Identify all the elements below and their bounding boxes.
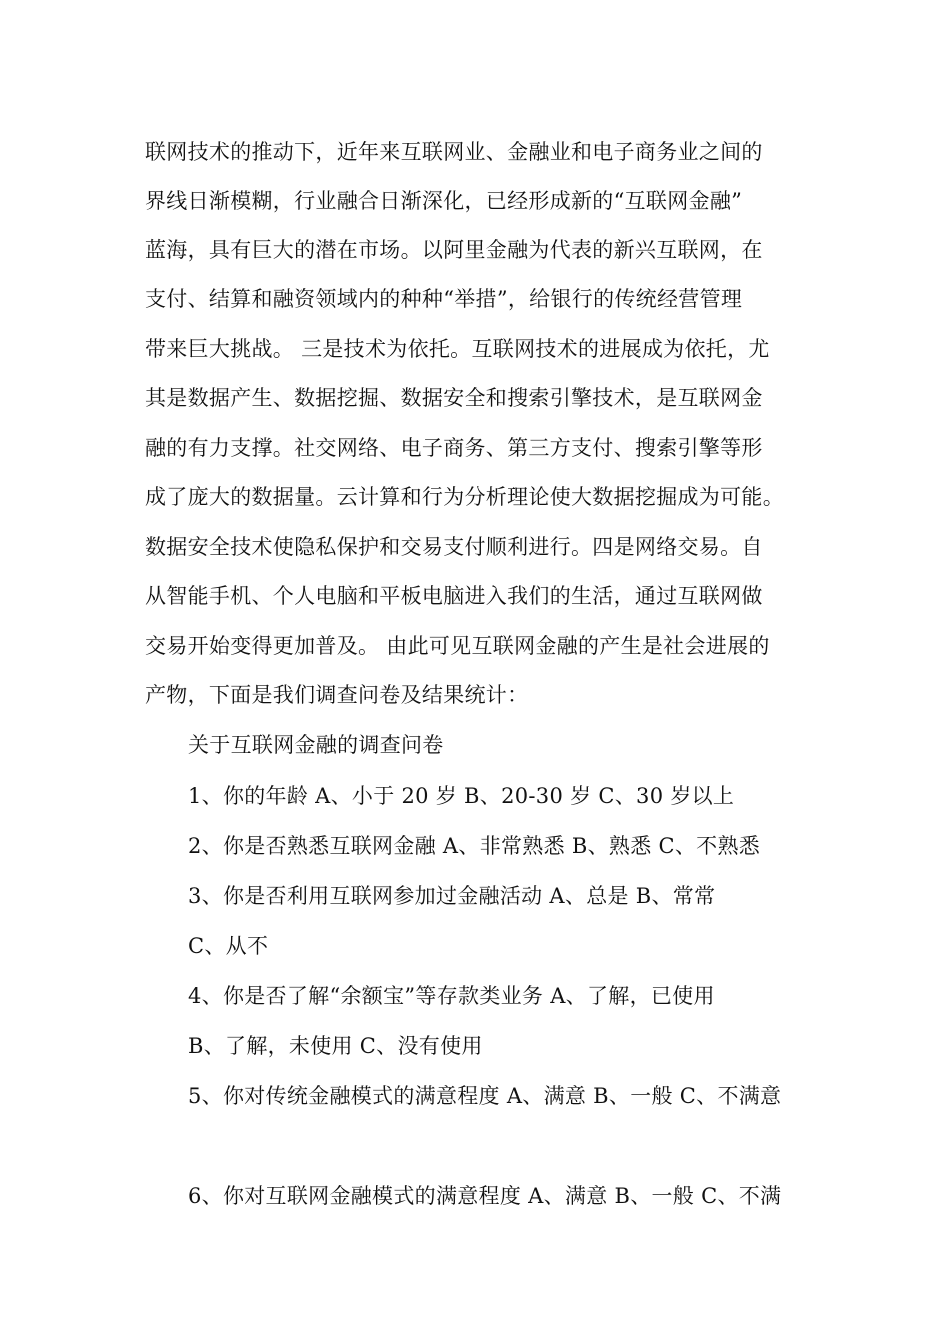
paragraph-line: 联网技术的推动下，近年来互联网业、金融业和电子商务业之间的 — [145, 140, 763, 164]
survey-question: 4、你是否了解“余额宝”等存款类业务 A、了解，已使用 — [188, 984, 715, 1008]
paragraph-line: 蓝海，具有巨大的潜在市场。以阿里金融为代表的新兴互联网，在 — [145, 238, 763, 262]
survey-question: 3、你是否利用互联网参加过金融活动 A、总是 B、常常 — [188, 884, 716, 908]
survey-option-line: C、从不 — [188, 934, 269, 958]
paragraph-line: 支付、结算和融资领域内的种种“举措”，给银行的传统经营管理 — [145, 287, 743, 311]
paragraph-line: 其是数据产生、数据挖掘、数据安全和搜索引擎技术，是互联网金 — [145, 386, 763, 410]
survey-question: 2、你是否熟悉互联网金融 A、非常熟悉 B、熟悉 C、不熟悉 — [188, 834, 761, 858]
survey-question: 1、你的年龄 A、小于 20 岁 B、20-30 岁 C、30 岁以上 — [188, 784, 735, 808]
paragraph-line: 带来巨大挑战。 三是技术为依托。互联网技术的进展成为依托，尤 — [145, 337, 770, 361]
paragraph-line: 交易开始变得更加普及。 由此可见互联网金融的产生是社会进展的 — [145, 634, 770, 658]
survey-title: 关于互联网金融的调查问卷 — [188, 733, 444, 757]
paragraph-line: 界线日渐模糊，行业融合日渐深化，已经形成新的“互联网金融” — [145, 189, 743, 213]
survey-question: 6、你对互联网金融模式的满意程度 A、满意 B、一般 C、不满 — [188, 1184, 782, 1208]
paragraph-line: 融的有力支撑。社交网络、电子商务、第三方支付、搜索引擎等形 — [145, 436, 763, 460]
paragraph-line: 成了庞大的数据量。云计算和行为分析理论使大数据挖掘成为可能。 — [145, 485, 784, 509]
survey-option-line: B、了解，未使用 C、没有使用 — [188, 1034, 483, 1058]
paragraph-line: 产物，下面是我们调查问卷及结果统计： — [145, 683, 529, 707]
survey-question: 5、你对传统金融模式的满意程度 A、满意 B、一般 C、不满意 — [188, 1084, 782, 1108]
paragraph-line: 数据安全技术使隐私保护和交易支付顺利进行。四是网络交易。自 — [145, 535, 763, 559]
paragraph-line: 从智能手机、个人电脑和平板电脑进入我们的生活，通过互联网做 — [145, 584, 763, 608]
